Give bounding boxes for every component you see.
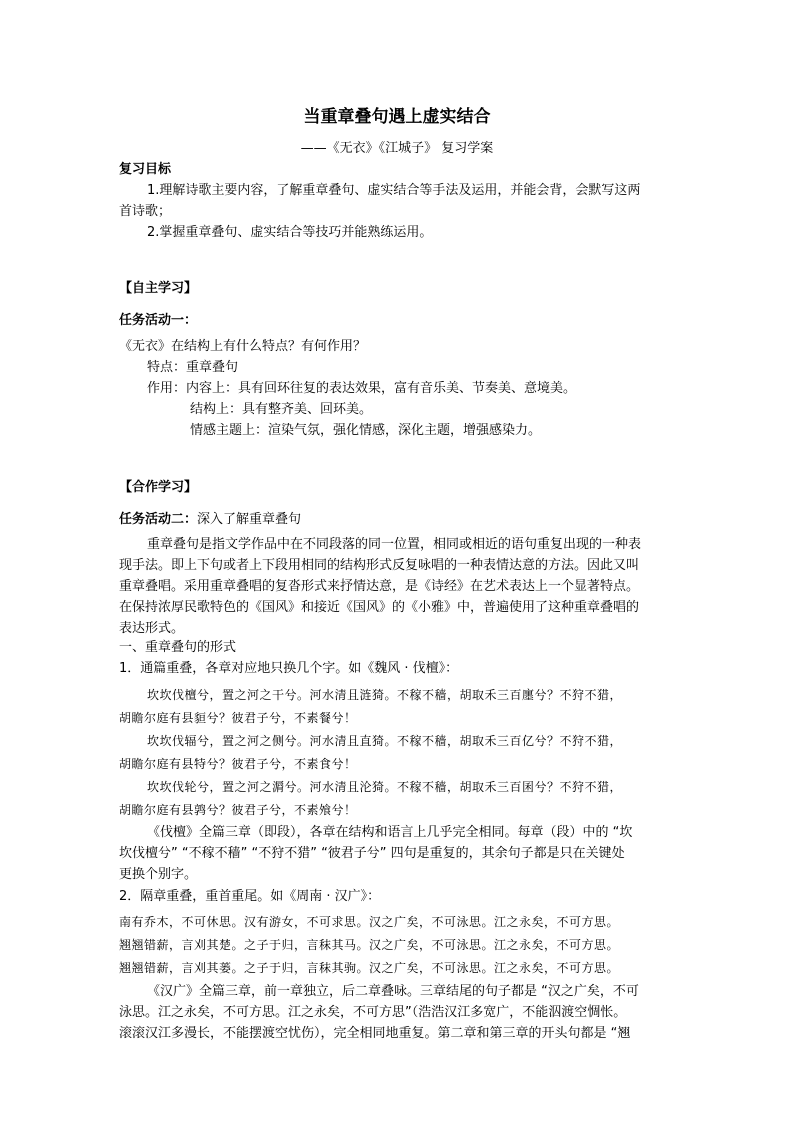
page-subtitle: ——《无衣》《江城子》 复习学案 [300,141,494,156]
poem-line: 胡瞻尔庭有县貆兮？彼君子兮，不素餐兮！ [119,711,357,725]
answer-line: 作用：内容上：具有回环往复的表达效果，富有音乐美、节奏美、意境美。 [147,381,577,396]
analysis-line: 坎伐檀兮” “不稼不穑” “不狩不猎” “彼君子兮” 四句是重复的，其余句子都是只在关键处 [119,846,625,861]
poem-line: 坎坎伐轮兮，置之河之漘兮。河水清且沦猗。不稼不穑，胡取禾三百囷兮？不狩不猎， [147,780,623,794]
analysis-line: 《伐檀》全篇三章（即段），各章在结构和语言上几乎完全相同。每章（段）中的 “坎 [147,825,633,840]
goal-line: 首诗歌； [119,204,172,219]
poem-line: 翘翘错薪，言刈其蒌。之子于归，言秣其驹。汉之广矣，不可泳思。江之永矣，不可方思。 [119,961,620,975]
self-study-heading: 【自主学习】 [119,281,198,296]
answer-line: 特点：重章叠句 [147,360,239,375]
poem-line: 坎坎伐辐兮，置之河之侧兮。河水清且直猗。不稼不穑，胡取禾三百亿兮？不狩不猎， [147,734,623,748]
analysis-line: 《汉广》全篇三章，前一章独立，后二章叠咏。三章结尾的句子都是 “汉之广矣，不可 [147,984,639,999]
poem-line: 胡瞻尔庭有县特兮？彼君子兮，不素食兮！ [119,757,357,771]
answer-line: 结构上：具有整齐美、回环美。 [190,402,373,417]
poem-line: 胡瞻尔庭有县鹑兮？彼君子兮，不素飧兮！ [119,803,357,817]
intro-line: 重章叠句是指文学作品中在不同段落的同一位置，相同或相近的语句重复出现的一种表 [147,537,642,552]
page-title: 当重章叠句遇上虚实结合 [303,107,491,127]
poem-line: 南有乔木，不可休思。汉有游女，不可求思。汉之广矣，不可泳思。江之永矣，不可方思。 [119,915,620,929]
answer-line: 情感主题上：渲染气氛，强化情感，深化主题，增强感染力。 [190,423,542,438]
task-two-label: 任务活动二： [119,512,198,527]
section-one-heading: 一、重章叠句的形式 [119,640,237,655]
task-two-topic: 深入了解重章叠句 [197,512,302,527]
goals-heading: 复习目标 [119,162,172,177]
poem-line: 翘翘错薪，言刈其楚。之子于归，言秣其马。汉之广矣，不可泳思。江之永矣，不可方思。 [119,938,620,952]
task-one-question: 《无衣》在结构上有什么特点？有何作用？ [119,339,367,354]
task-two-line [119,510,301,530]
intro-line: 现手法。即上下句或者上下段用相同的结构形式反复咏唱的一种表情达意的方法。因此又叫 [119,558,640,573]
intro-line: 在保持浓厚民歌特色的《国风》和接近《国风》的《小雅》中，普遍使用了这种重章叠唱的 [119,600,640,615]
intro-line: 重章叠唱。采用重章叠唱的复沓形式来抒情达意，是《诗经》在艺术表达上一个显著特点。 [119,579,640,594]
goal-line: 2.掌握重章叠句、虚实结合等技巧并能熟练运用。 [147,225,433,240]
analysis-line: 滚滚汉江多漫长，不能摆渡空忧伤），完全相同地重复。第二章和第三章的开头句都是 “翘 [119,1026,631,1041]
item-two: 2．隔章重叠，重首重尾。如《周南 · 汉广》： [119,889,381,904]
item-one: 1．通篇重叠，各章对应地只换几个字。如《魏风 · 伐檀》： [119,661,459,676]
coop-study-heading: 【合作学习】 [119,480,198,495]
analysis-line: 泳思。江之永矣，不可方思。江之永矣，不可方思”（浩浩汉江多宽广，不能泅渡空惆怅。 [119,1005,627,1020]
intro-line: 表达形式。 [119,621,185,636]
goal-line: 1.理解诗歌主要内容，了解重章叠句、虚实结合等手法及运用，并能会背，会默写这两 [147,183,641,198]
poem-line: 坎坎伐檀兮，置之河之干兮。河水清且涟猗。不稼不穑，胡取禾三百廛兮？不狩不猎， [147,688,623,702]
analysis-line: 更换个别字。 [119,867,198,882]
task-one-label: 任务活动一： [119,313,198,328]
